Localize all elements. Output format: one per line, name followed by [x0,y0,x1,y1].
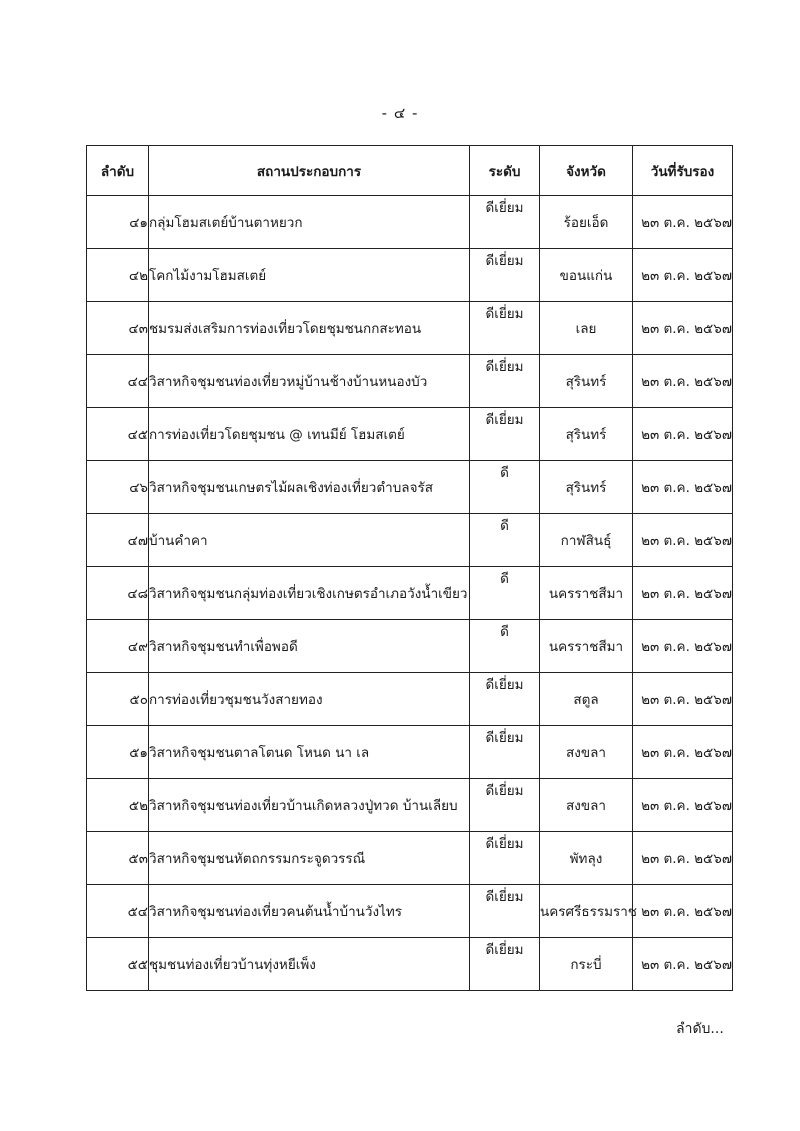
table-row [87,832,733,885]
cell-province: สงขลา [540,779,633,832]
cell-name: วิสาหกิจชุมชนหัตถกรรมกระจูดวรรณี [149,832,470,885]
cell-date: ๒๓ ต.ค. ๒๕๖๗ [633,408,733,461]
cell-name: การท่องเที่ยวโดยชุมชน @ เทนมีย์ โฮมสเตย์ [149,408,470,461]
cell-date: ๒๓ ต.ค. ๒๕๖๗ [633,779,733,832]
cell-level: ดี [470,514,540,567]
cell-no: ๔๘ [87,567,149,620]
header-level: ระดับ [470,146,540,196]
cell-level: ดีเยี่ยม [470,302,540,355]
cell-date: ๒๓ ต.ค. ๒๕๖๗ [633,249,733,302]
cell-province: สงขลา [540,726,633,779]
cell-level: ดีเยี่ยม [470,832,540,885]
table-row [87,938,733,991]
cell-name: การท่องเที่ยวชุมชนวังสายทอง [149,673,470,726]
cell-date: ๒๓ ต.ค. ๒๕๖๗ [633,196,733,249]
cell-province: นครราชสีมา [540,620,633,673]
cell-level: ดี [470,461,540,514]
cell-date: ๒๓ ต.ค. ๒๕๖๗ [633,938,733,991]
cell-level: ดีเยี่ยม [470,885,540,938]
cell-no: ๕๒ [87,779,149,832]
cell-no: ๔๖ [87,461,149,514]
cell-name: ชมรมส่งเสริมการท่องเที่ยวโดยชุมชนกกสะทอน [149,302,470,355]
cell-level: ดีเยี่ยม [470,779,540,832]
table-row [87,408,733,461]
cell-province: สุรินทร์ [540,408,633,461]
table-row [87,249,733,302]
certification-table [86,145,733,991]
cell-province: พัทลุง [540,832,633,885]
cell-level: ดีเยี่ยม [470,355,540,408]
table-row [87,885,733,938]
cell-province: ร้อยเอ็ด [540,196,633,249]
cell-date: ๒๓ ต.ค. ๒๕๖๗ [633,832,733,885]
table-row [87,567,733,620]
cell-name: วิสาหกิจชุมชนเกษตรไม้ผลเชิงท่องเที่ยวตำบลจรัส [149,461,470,514]
cell-no: ๔๔ [87,355,149,408]
cell-level: ดีเยี่ยม [470,408,540,461]
cell-date: ๒๓ ต.ค. ๒๕๖๗ [633,726,733,779]
cell-level: ดี [470,567,540,620]
table-row [87,620,733,673]
cell-name: กลุ่มโฮมสเตย์บ้านตาหยวก [149,196,470,249]
cell-level: ดีเยี่ยม [470,249,540,302]
header-no: ลำดับ [87,146,149,196]
cell-date: ๒๓ ต.ค. ๒๕๖๗ [633,355,733,408]
cell-name: วิสาหกิจชุมชนท่องเที่ยวคนต้นน้ำบ้านวังไทร [149,885,470,938]
table-row [87,779,733,832]
table-row [87,461,733,514]
cell-date: ๒๓ ต.ค. ๒๕๖๗ [633,567,733,620]
cell-province: สุรินทร์ [540,461,633,514]
cell-level: ดีเยี่ยม [470,673,540,726]
header-name: สถานประกอบการ [149,146,470,196]
cell-name: วิสาหกิจชุมชนท่องเที่ยวบ้านเกิดหลวงปู่ทวด บ้านเลียบ [149,779,470,832]
cell-date: ๒๓ ต.ค. ๒๕๖๗ [633,302,733,355]
table-row [87,726,733,779]
cell-name: บ้านคำคา [149,514,470,567]
cell-name: โคกไม้งามโฮมสเตย์ [149,249,470,302]
cell-no: ๔๗ [87,514,149,567]
cell-date: ๒๓ ต.ค. ๒๕๖๗ [633,461,733,514]
cell-no: ๕๐ [87,673,149,726]
cell-no: ๕๕ [87,938,149,991]
header-date: วันที่รับรอง [633,146,733,196]
cell-name: ชุมชนท่องเที่ยวบ้านทุ่งหยีเพ็ง [149,938,470,991]
cell-level: ดีเยี่ยม [470,938,540,991]
table-row [87,514,733,567]
cell-date: ๒๓ ต.ค. ๒๕๖๗ [633,514,733,567]
page-number: - ๔ - [381,104,419,122]
cell-province: สุรินทร์ [540,355,633,408]
cell-no: ๔๒ [87,249,149,302]
cell-date: ๒๓ ต.ค. ๒๕๖๗ [633,885,733,938]
cell-province: กระบี่ [540,938,633,991]
table-row [87,196,733,249]
cell-no: ๔๓ [87,302,149,355]
table-row [87,302,733,355]
cell-no: ๔๕ [87,408,149,461]
cell-name: วิสาหกิจชุมชนท่องเที่ยวหมู่บ้านช้างบ้านหนองบัว [149,355,470,408]
table-row [87,673,733,726]
cell-level: ดีเยี่ยม [470,196,540,249]
cell-no: ๔๙ [87,620,149,673]
cell-province: นครศรีธรรมราช [540,885,633,938]
cell-date: ๒๓ ต.ค. ๒๕๖๗ [633,620,733,673]
cell-date: ๒๓ ต.ค. ๒๕๖๗ [633,673,733,726]
cell-province: นครราชสีมา [540,567,633,620]
continuation-text: ลำดับ... [676,1021,724,1037]
cell-no: ๕๓ [87,832,149,885]
cell-name: วิสาหกิจชุมชนกลุ่มท่องเที่ยวเชิงเกษตรอำเภอวังน้ำเขียว [149,567,470,620]
cell-province: ขอนแก่น [540,249,633,302]
cell-level: ดีเยี่ยม [470,726,540,779]
cell-no: ๔๑ [87,196,149,249]
table-header-row [87,146,733,196]
cell-province: สตูล [540,673,633,726]
cell-name: วิสาหกิจชุมชนทำเพื่อพอดี [149,620,470,673]
cell-no: ๕๑ [87,726,149,779]
cell-level: ดี [470,620,540,673]
cell-province: เลย [540,302,633,355]
table-row [87,355,733,408]
header-province: จังหวัด [540,146,633,196]
cell-province: กาฬสินธุ์ [540,514,633,567]
cell-name: วิสาหกิจชุมชนตาลโตนด โหนด นา เล [149,726,470,779]
cell-no: ๕๔ [87,885,149,938]
